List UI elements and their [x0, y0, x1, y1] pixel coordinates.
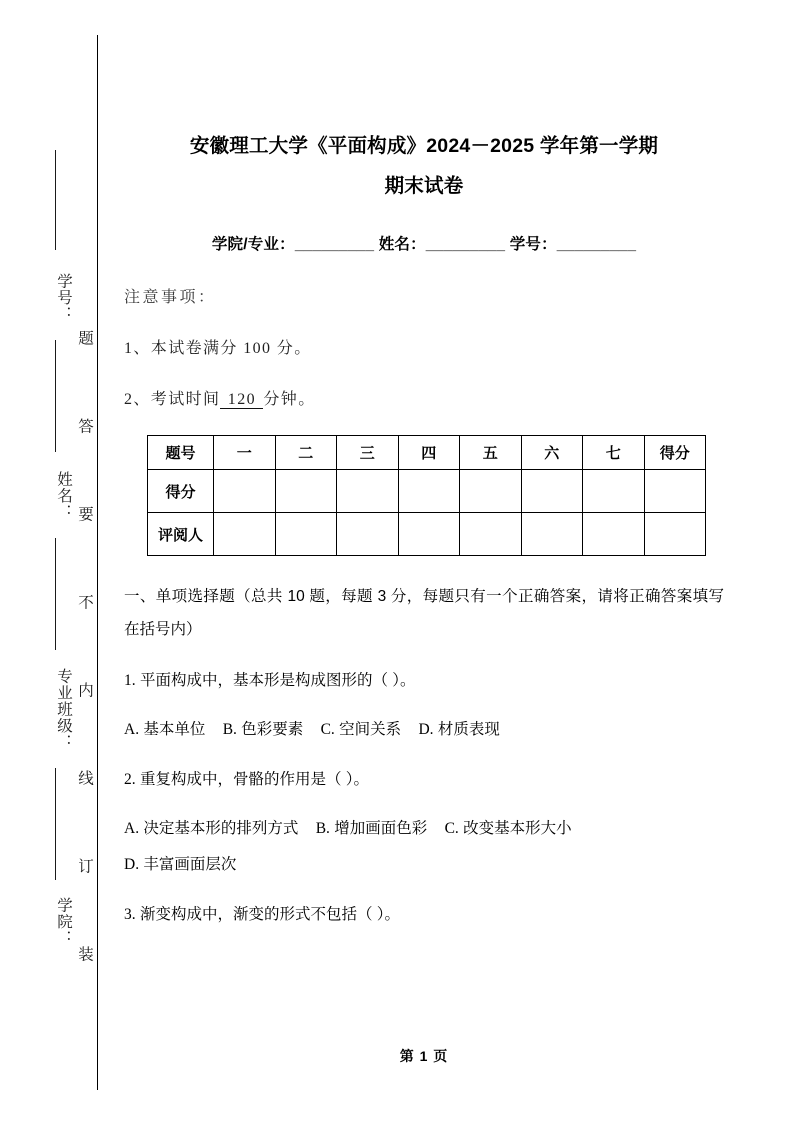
info-blank-rule-4[interactable]	[55, 768, 56, 880]
question-1-option-a-letter: A.	[124, 721, 140, 738]
score-table-header-cell-1: 一	[214, 436, 276, 470]
score-cell[interactable]	[583, 470, 645, 513]
grader-cell[interactable]	[398, 513, 460, 556]
question-1-option-d-letter: D.	[418, 721, 434, 738]
question-1-stem	[124, 667, 724, 695]
notice-heading: 注意事项：	[124, 289, 217, 306]
student-info-line[interactable]: 学院/专业：_________ 姓名：_________ 学号：_________	[211, 236, 637, 253]
score-table-header-cell-4: 四	[398, 436, 460, 470]
grader-cell[interactable]	[460, 513, 522, 556]
question-1-number: 1.	[124, 672, 136, 689]
notice-item-2-prefix: 2、考试时间	[124, 391, 221, 408]
question-2-options-line-1	[124, 814, 724, 844]
info-blank-rule-1[interactable]	[55, 150, 56, 250]
seal-char-1: 答	[76, 418, 93, 434]
question-2-option-b-letter: B.	[315, 820, 330, 837]
page-footer: 第 1 页	[399, 1048, 449, 1064]
notice-item-2	[124, 386, 724, 409]
score-cell[interactable]	[460, 470, 522, 513]
info-label-college: 学院：	[55, 897, 72, 947]
grader-cell[interactable]	[214, 513, 276, 556]
grader-cell[interactable]	[644, 513, 706, 556]
question-3-stem	[124, 901, 724, 929]
score-cell[interactable]	[337, 470, 399, 513]
info-label-name: 姓名：	[55, 471, 72, 521]
notice-item-2-suffix: 分钟。	[263, 391, 316, 408]
student-info-margin	[28, 150, 74, 1030]
score-table-header-cell-3: 三	[337, 436, 399, 470]
score-table-row-score	[148, 470, 706, 513]
score-cell[interactable]	[398, 470, 460, 513]
score-cell[interactable]	[214, 470, 276, 513]
question-2-option-b-text[interactable]: 增加画面色彩	[334, 820, 428, 837]
score-table-header-cell-8: 得分	[644, 436, 706, 470]
question-2-text: 重复构成中，骨骼的作用是（ ）。	[139, 771, 369, 788]
document-body	[124, 0, 724, 929]
question-1-option-b-text[interactable]: 色彩要素	[241, 721, 304, 738]
question-2-option-d-letter: D.	[124, 856, 140, 873]
binding-vertical-rule	[97, 35, 98, 1090]
score-table-header-cell-0: 题号	[148, 436, 214, 470]
score-table-row-grader	[148, 513, 706, 556]
question-1-option-c-text[interactable]: 空间关系	[339, 721, 402, 738]
score-cell[interactable]	[644, 470, 706, 513]
grader-cell[interactable]	[275, 513, 337, 556]
score-table	[147, 435, 706, 556]
info-label-class: 专业班级：	[55, 667, 72, 751]
grader-cell[interactable]	[337, 513, 399, 556]
grader-cell[interactable]	[583, 513, 645, 556]
question-2-option-a-text[interactable]: 决定基本形的排列方式	[143, 820, 299, 837]
question-2-option-c-letter: C.	[444, 820, 459, 837]
question-1-option-a-text[interactable]: 基本单位	[143, 721, 206, 738]
question-3-number: 3.	[124, 906, 136, 923]
binding-margin	[0, 0, 100, 1122]
score-table-row-label-grader: 评阅人	[148, 513, 214, 556]
seal-char-4: 内	[76, 682, 93, 698]
score-table-row-label-score: 得分	[148, 470, 214, 513]
section-heading-multiple-choice: 一、单项选择题（总共 10 题，每题 3 分，每题只有一个正确答案，请将正确答案填写在括号内）	[124, 588, 724, 638]
question-2-options-line-2	[124, 850, 724, 880]
question-2-option-d-text[interactable]: 丰富画面层次	[143, 856, 237, 873]
info-blank-rule-2[interactable]	[55, 340, 56, 452]
notice-item-1-text: 1、本试卷满分 100 分。	[124, 340, 312, 357]
score-cell[interactable]	[275, 470, 337, 513]
page-title-line-2: 期末试卷	[384, 175, 464, 197]
notice-item-1	[124, 335, 724, 358]
score-table-header-row	[148, 436, 706, 470]
seal-char-0: 题	[76, 330, 93, 346]
question-3-text: 渐变构成中，渐变的形式不包括（ ）。	[139, 906, 400, 923]
question-2-number: 2.	[124, 771, 136, 788]
seal-char-6: 订	[76, 858, 93, 874]
score-table-header-cell-2: 二	[275, 436, 337, 470]
question-2-option-c-text[interactable]: 改变基本形大小	[463, 820, 572, 837]
question-1-option-c-letter: C.	[320, 721, 335, 738]
question-1-text: 平面构成中，基本形是构成图形的（ ）。	[139, 672, 416, 689]
question-2-option-a-letter: A.	[124, 820, 140, 837]
question-1-option-b-letter: B.	[222, 721, 237, 738]
page-title-line-1: 安徽理工大学《平面构成》2024－2025 学年第一学期	[189, 135, 659, 157]
info-label-student-id: 学号：	[55, 273, 72, 323]
question-1-option-d-text[interactable]: 材质表现	[437, 721, 500, 738]
question-1-options	[124, 715, 724, 745]
score-table-header-cell-7: 七	[583, 436, 645, 470]
seal-char-5: 线	[76, 770, 93, 786]
grader-cell[interactable]	[521, 513, 583, 556]
score-table-header-cell-5: 五	[460, 436, 522, 470]
question-2-stem	[124, 766, 724, 794]
seal-char-2: 要	[76, 506, 93, 522]
info-blank-rule-3[interactable]	[55, 538, 56, 650]
seal-char-3: 不	[76, 594, 93, 610]
exam-duration-value: 120	[222, 391, 262, 408]
score-cell[interactable]	[521, 470, 583, 513]
seal-char-7: 装	[76, 946, 93, 962]
score-table-header-cell-6: 六	[521, 436, 583, 470]
